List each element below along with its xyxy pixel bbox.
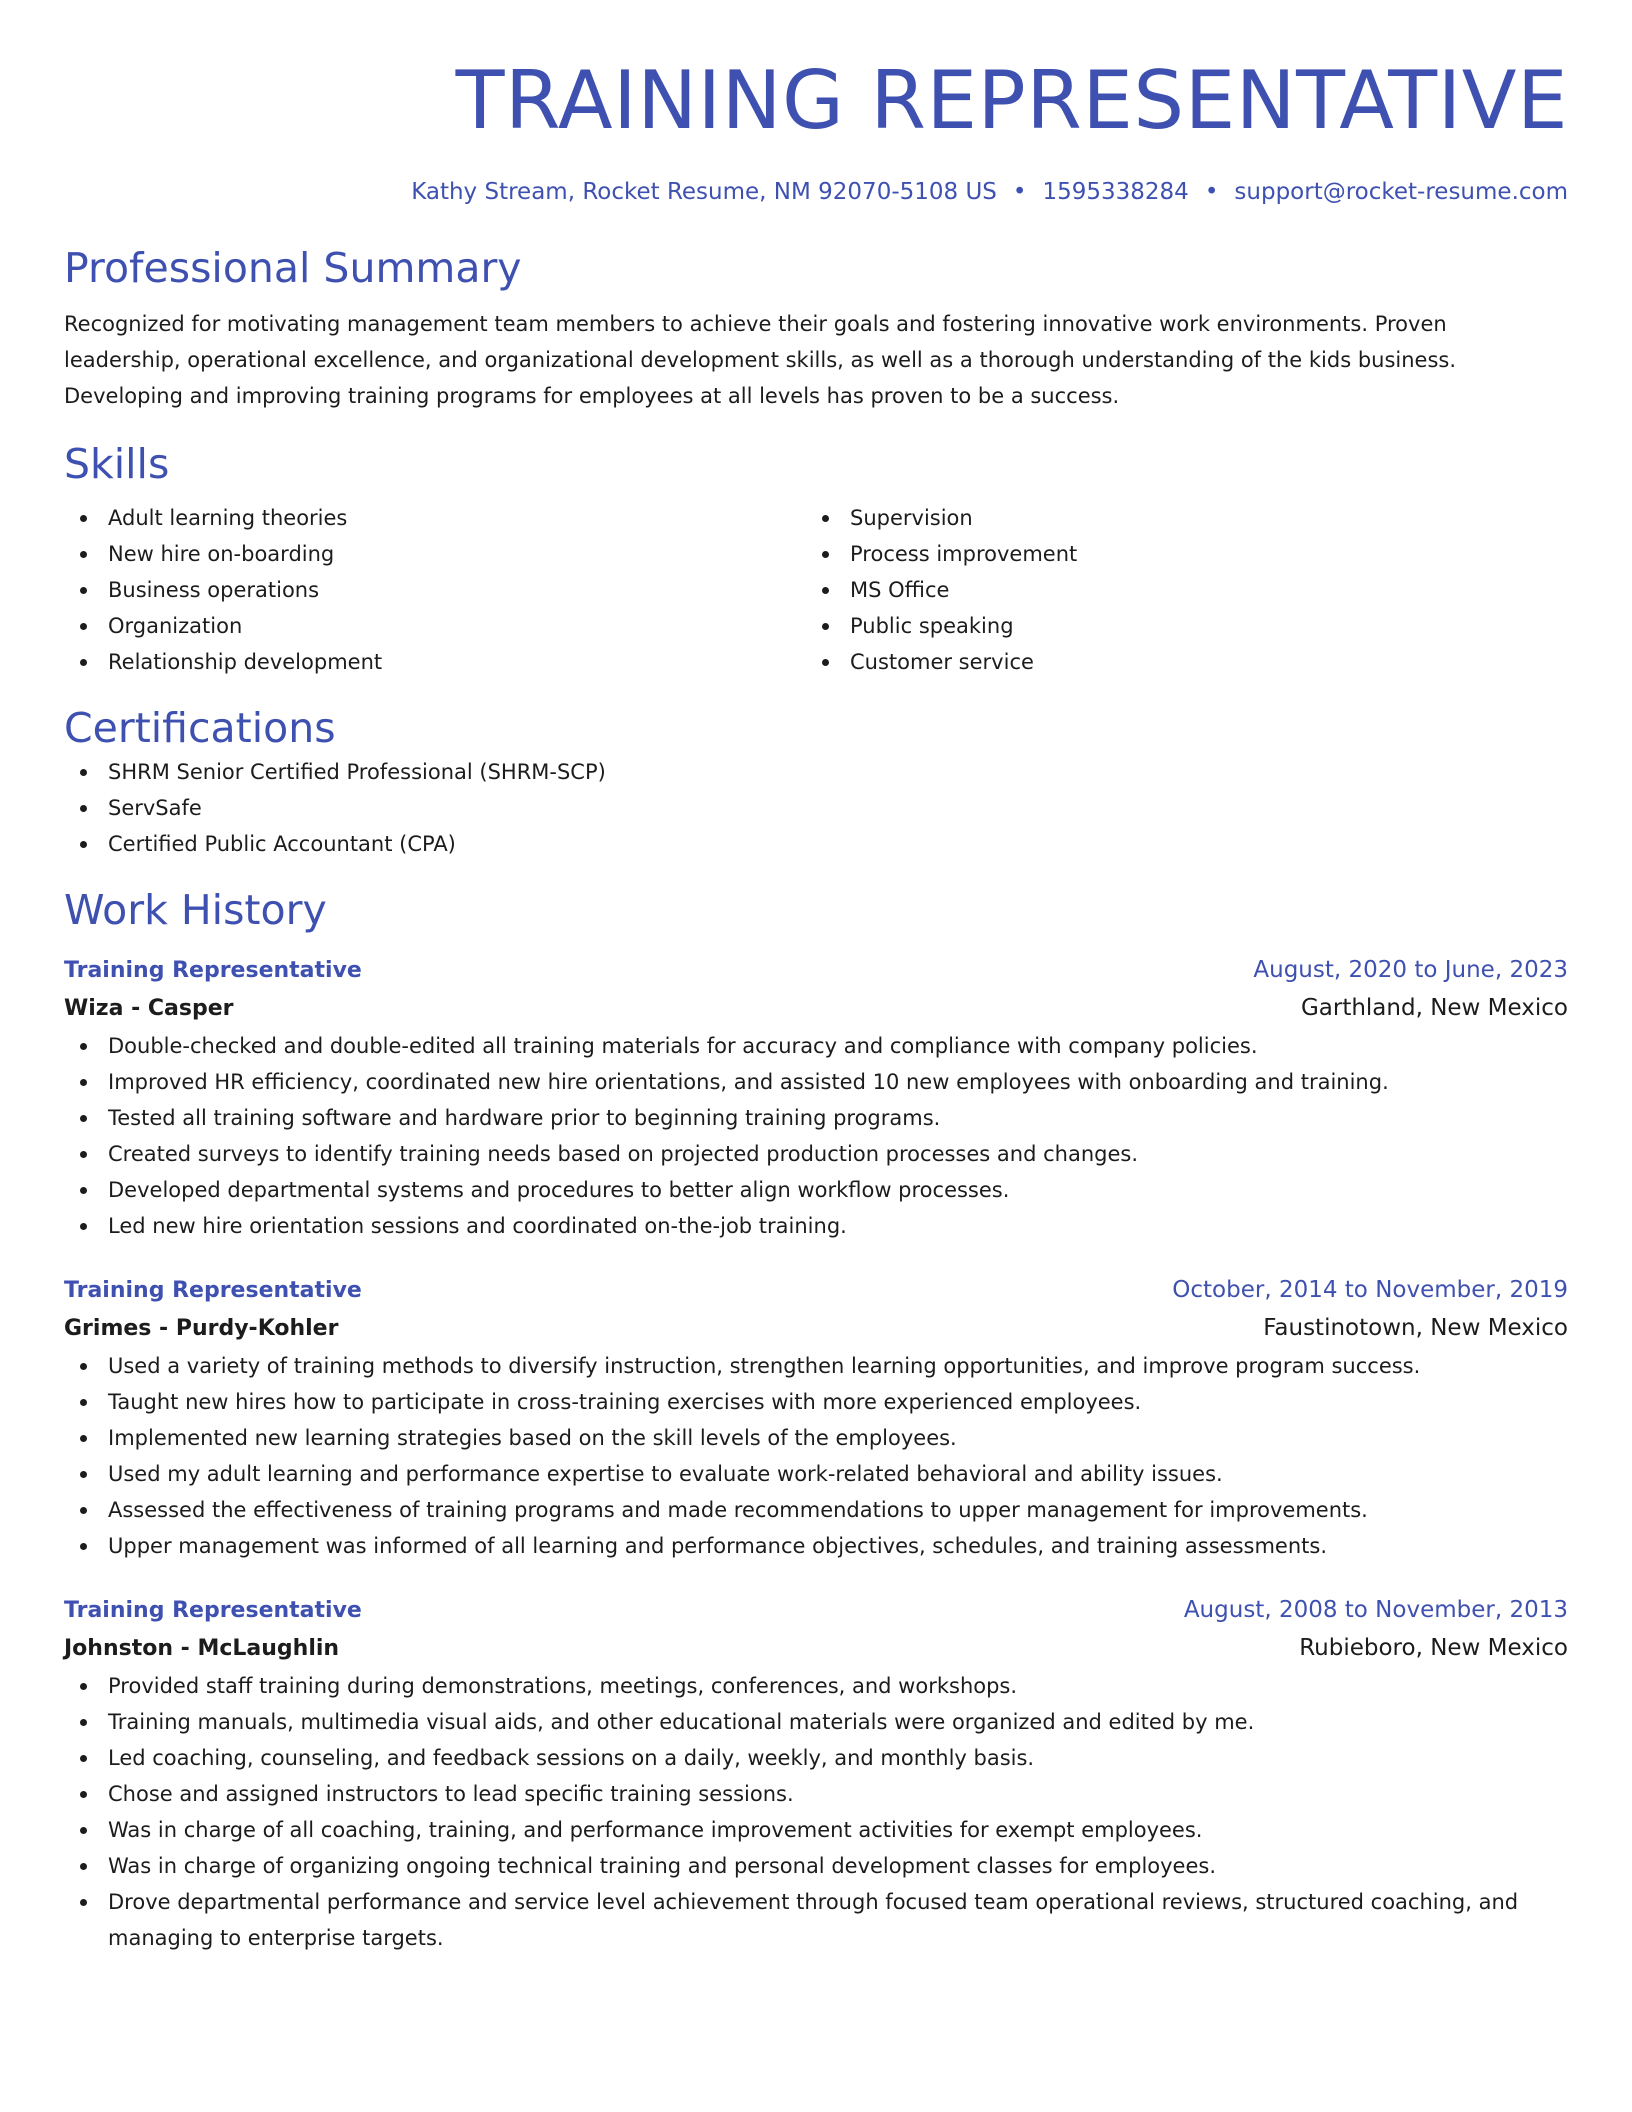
job-title: Training Representative [64, 958, 362, 983]
job-title-row [64, 1592, 1568, 1629]
job-bullet: Chose and assigned instructors to lead specific training sessions. [64, 1776, 1568, 1812]
skill-item: Organization [64, 608, 806, 644]
job-title: Training Representative [64, 1598, 362, 1623]
job-dates: October, 2014 to November, 2019 [1172, 1277, 1568, 1303]
skill-item: Business operations [64, 572, 806, 608]
summary-heading: Professional Summary [64, 244, 522, 292]
skill-item: MS Office [806, 572, 1548, 608]
skills-heading: Skills [64, 440, 170, 488]
job-bullet: Provided staff training during demonstrations, meetings, conferences, and workshops. [64, 1668, 1568, 1704]
contact-separator: • [1012, 179, 1027, 205]
job-bullet: Drove departmental performance and service level achievement through focused team operational reviews, structured coaching, and managing to enterprise targets. [64, 1884, 1568, 1956]
skill-item: Public speaking [806, 608, 1548, 644]
job-entry [64, 1592, 1568, 1956]
job-bullets [64, 1028, 1568, 1244]
skill-item: Relationship development [64, 644, 806, 680]
job-company: Wiza - Casper [64, 996, 234, 1021]
job-bullets [64, 1348, 1568, 1564]
contact-line [64, 176, 1568, 208]
job-bullet: Was in charge of organizing ongoing technical training and personal development classes for employees. [64, 1848, 1568, 1884]
job-location: Faustinotown, New Mexico [1263, 1315, 1568, 1341]
job-title-row [64, 1272, 1568, 1309]
contact-phone: 1595338284 [1042, 179, 1189, 205]
certification-item: ServSafe [64, 790, 1568, 826]
job-bullet: Assessed the effectiveness of training programs and made recommendations to upper management for improvements. [64, 1492, 1568, 1528]
job-dates: August, 2008 to November, 2013 [1183, 1597, 1568, 1623]
job-bullet: Training manuals, multimedia visual aids, and other educational materials were organized and edited by me. [64, 1704, 1568, 1740]
job-company-row [64, 1629, 1568, 1668]
job-bullet: Improved HR efficiency, coordinated new hire orientations, and assisted 10 new employees with onboarding and training. [64, 1064, 1568, 1100]
skills-column-left [64, 500, 806, 680]
job-bullet: Led coaching, counseling, and feedback sessions on a daily, weekly, and monthly basis. [64, 1740, 1568, 1776]
job-company: Grimes - Purdy-Kohler [64, 1316, 339, 1341]
skills-list-right [806, 500, 1548, 680]
resume-page [64, 52, 1568, 1956]
skill-item: Supervision [806, 500, 1548, 536]
job-company-row [64, 989, 1568, 1028]
certifications-list [64, 754, 1568, 862]
resume-title: TRAINING REPRESENTATIVE [455, 54, 1568, 147]
job-title-row [64, 952, 1568, 989]
contact-separator: • [1204, 179, 1219, 205]
summary-text: Recognized for motivating management team members to achieve their goals and fostering innovative work environments. Proven leadership, operational excellence, and organizational development skills, as well as a thorough understanding of the kids business. Developing and improving training programs for employees at all levels has proven to be a success. [64, 312, 1457, 408]
job-company-row [64, 1309, 1568, 1348]
skills-column-right [806, 500, 1548, 680]
job-bullet: Developed departmental systems and procedures to better align workflow processes. [64, 1172, 1568, 1208]
certification-item: SHRM Senior Certified Professional (SHRM-SCP) [64, 754, 1568, 790]
job-bullet: Used a variety of training methods to diversify instruction, strengthen learning opportunities, and improve program success. [64, 1348, 1568, 1384]
skill-item: Customer service [806, 644, 1548, 680]
job-bullet: Was in charge of all coaching, training, and performance improvement activities for exempt employees. [64, 1812, 1568, 1848]
contact-email[interactable]: support@rocket-resume.com [1234, 179, 1568, 205]
job-bullet: Upper management was informed of all learning and performance objectives, schedules, and training assessments. [64, 1528, 1568, 1564]
certification-item: Certified Public Accountant (CPA) [64, 826, 1568, 862]
skill-item: Adult learning theories [64, 500, 806, 536]
job-bullet: Created surveys to identify training needs based on projected production processes and changes. [64, 1136, 1568, 1172]
job-bullet: Taught new hires how to participate in cross-training exercises with more experienced employees. [64, 1384, 1568, 1420]
job-location: Garthland, New Mexico [1300, 995, 1568, 1021]
skills-list-left [64, 500, 806, 680]
job-bullet: Used my adult learning and performance expertise to evaluate work-related behavioral and ability issues. [64, 1456, 1568, 1492]
job-bullet: Double-checked and double-edited all training materials for accuracy and compliance with company policies. [64, 1028, 1568, 1064]
job-entry [64, 1272, 1568, 1564]
job-bullet: Led new hire orientation sessions and coordinated on-the-job training. [64, 1208, 1568, 1244]
job-entry [64, 952, 1568, 1244]
work-history-heading: Work History [64, 886, 327, 934]
skill-item: Process improvement [806, 536, 1548, 572]
contact-address: Kathy Stream, Rocket Resume, NM 92070-5108 US [411, 179, 997, 205]
job-dates: August, 2020 to June, 2023 [1253, 957, 1568, 983]
job-bullet: Tested all training software and hardware prior to beginning training programs. [64, 1100, 1568, 1136]
certifications-heading: Certifications [64, 704, 336, 752]
skill-item: New hire on-boarding [64, 536, 806, 572]
skills-grid [64, 500, 1568, 680]
job-bullet: Implemented new learning strategies based on the skill levels of the employees. [64, 1420, 1568, 1456]
job-title: Training Representative [64, 1278, 362, 1303]
job-location: Rubieboro, New Mexico [1299, 1635, 1568, 1661]
job-bullets [64, 1668, 1568, 1956]
job-company: Johnston - McLaughlin [64, 1636, 340, 1661]
